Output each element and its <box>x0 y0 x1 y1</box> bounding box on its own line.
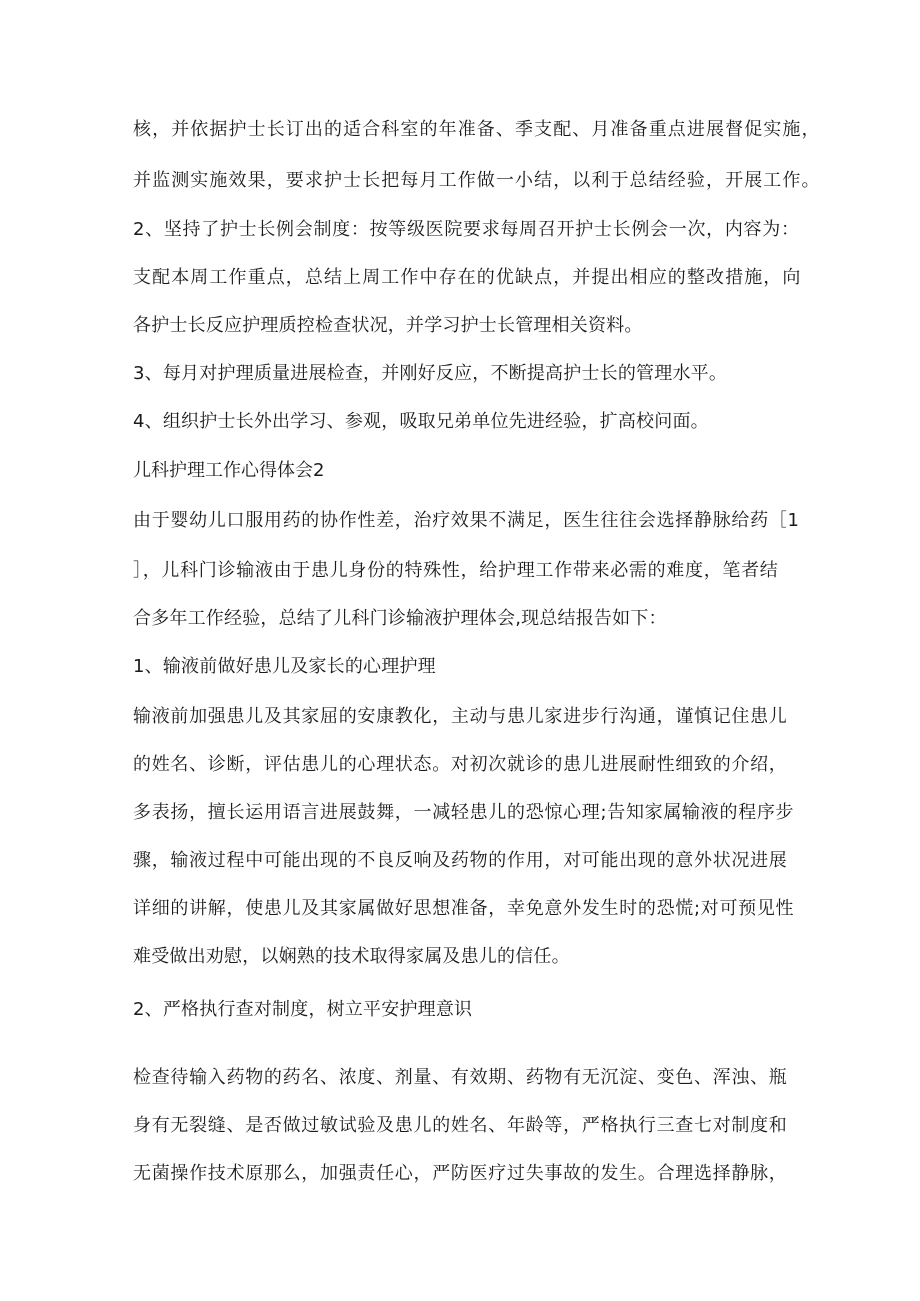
text-line: 核，并依据护士长订出的适合科室的年准备、季支配、月准备重点进展督促实施， <box>133 119 821 140</box>
text-line: 由于婴幼儿口服用药的协作性差，治疗效果不满足，医生往往会选择静脉给药［1 <box>133 510 800 531</box>
text-line: 4、组织护士长外出学习、参观，吸取兄弟单位先进经验，扩高校问面。 <box>133 411 709 432</box>
text-line: 详细的讲解，使患儿及其家属做好思想准备，幸免意外发生时的恐慌;对可预见性 <box>133 898 795 919</box>
text-line: 2、坚持了护士长例会制度：按等级医院要求每周召开护士长例会一次，内容为： <box>133 219 800 240</box>
text-line: 支配本周工作重点，总结上周工作中存在的优缺点，并提出相应的整改措施，向 <box>133 267 802 288</box>
text-line: 骤，输液过程中可能出现的不良反响及药物的作用，对可能出现的意外状况进展 <box>133 850 788 871</box>
text-line: 合多年工作经验，总结了儿科门诊输液护理体会,现总结报告如下： <box>133 608 667 629</box>
text-line: 检查待输入药物的药名、浓度、剂量、有效期、药物有无沉淀、变色、浑浊、瓶 <box>133 1067 788 1088</box>
text-line: 3、每月对护理质量进展检查，并刚好反应，不断提高护士长的管理水平。 <box>133 363 728 384</box>
text-line: 输液前加强患儿及其家屈的安康教化，主动与患儿家进步行沟通，谨慎记住患儿 <box>133 706 788 727</box>
text-line: 各护士长反应护理质控检查状况，并学习护士长管理相关资料。 <box>133 315 643 336</box>
subheading: 1、输液前做好患儿及家长的心理护理 <box>133 656 436 677</box>
text-line: 难受做出劝慰，以娴熟的技术取得家属及患儿的信任。 <box>133 946 570 967</box>
text-line: 身有无裂缝、是否做过敏试验及患儿的姓名、年龄等，严格执行三查七对制度和 <box>133 1115 788 1136</box>
text-line: 并监测实施效果，要求护士长把每月工作做一小结，以利于总结经验，开展工作。 <box>133 170 821 191</box>
section-heading: 儿科护理工作心得体会2 <box>133 460 325 481</box>
text-line: ］，儿科门诊输液由于患儿身份的特殊性，给护理工作带来必需的难度，笔者结 <box>133 560 779 581</box>
text-line: 多表扬，擅长运用语言进展鼓舞，一减轻患儿的恐惊心理;告知家属输液的程序步 <box>133 802 795 823</box>
text-line: 的姓名、诊断，评估患儿的心理状态。对初次就诊的患儿进展耐性细致的介绍， <box>133 754 788 775</box>
text-line: 无菌操作技术原那么，加强责任心，严防医疗过失事故的发生。合理选择静脉， <box>133 1163 788 1184</box>
subheading: 2、严格执行查对制度，树立平安护理意识 <box>133 999 473 1020</box>
